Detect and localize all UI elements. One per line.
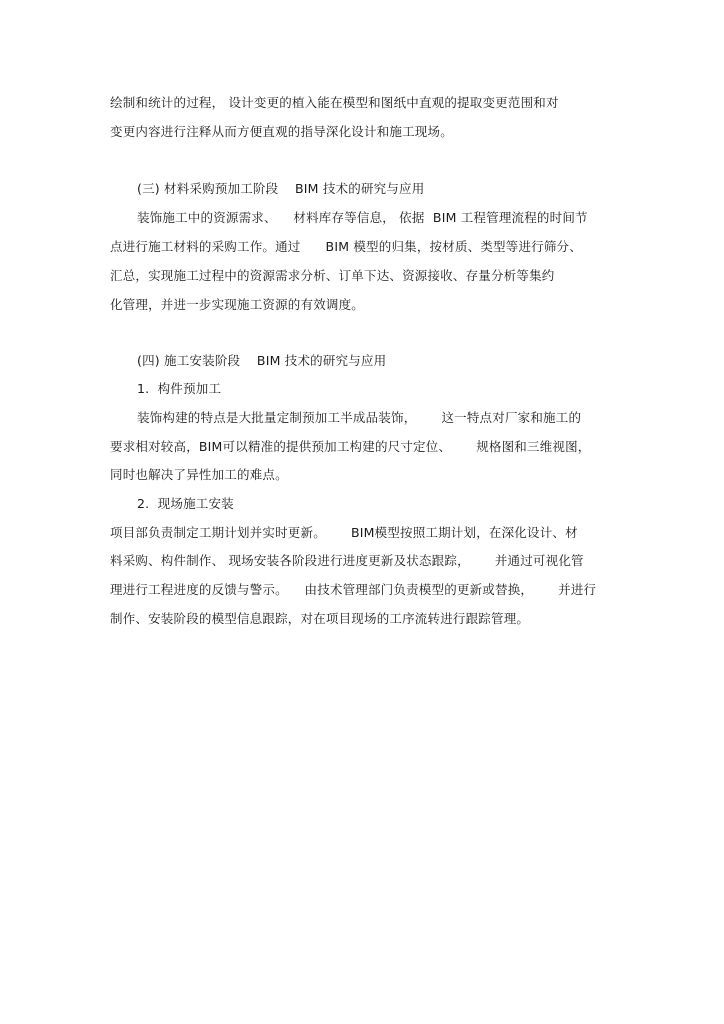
paragraph-line: 化管理，并进一步实现施工资源的有效调度。 <box>110 297 365 312</box>
paragraph-line: 项目部负责制定工期计划并实时更新。 BIM模型按照工期计划，在深化设计、材 <box>110 525 578 540</box>
section-heading: (三) 材料采购预加工阶段 BIM 技术的研究与应用 <box>137 181 425 196</box>
paragraph-line: 装饰施工中的资源需求、 材料库存等信息， 依据 BIM 工程管理流程的时间节 <box>137 210 588 225</box>
paragraph-line: 要求相对较高，BIM可以精准的提供预加工构建的尺寸定位、 规格图和三维视图， <box>110 439 591 454</box>
paragraph-line: 汇总，实现施工过程中的资源需求分析、订单下达、资源接收、存量分析等集约 <box>110 268 555 283</box>
paragraph-line: 制作、安装阶段的模型信息跟踪，对在项目现场的工序流转进行跟踪管理。 <box>110 611 530 626</box>
paragraph-line: 理进行工程进度的反馈与警示。 由技术管理部门负责模型的更新或替换， 并进行 <box>110 582 597 597</box>
paragraph-line: 点进行施工材料的采购工作。通过 BIM 模型的归集，按材质、类型等进行筛分、 <box>110 239 582 254</box>
paragraph-line: 变更内容进行注释从而方便直观的指导深化设计和施工现场。 <box>110 124 453 139</box>
paragraph-line: 绘制和统计的过程， 设计变更的植入能在模型和图纸中直观的提取变更范围和对 <box>110 95 559 110</box>
paragraph-line: 料采购、构件制作、 现场安装各阶段进行进度更新及状态跟踪， 并通过可视化管 <box>110 553 584 568</box>
subsection-heading: 1. 构件预加工 <box>137 381 222 396</box>
paragraph-line: 装饰构建的特点是大批量定制预加工半成品装饰， 这一特点对厂家和施工的 <box>137 410 582 425</box>
paragraph-line: 同时也解决了异性加工的难点。 <box>110 467 288 482</box>
section-heading: (四) 施工安装阶段 BIM 技术的研究与应用 <box>137 353 387 368</box>
subsection-heading: 2. 现场施工安装 <box>137 496 234 511</box>
